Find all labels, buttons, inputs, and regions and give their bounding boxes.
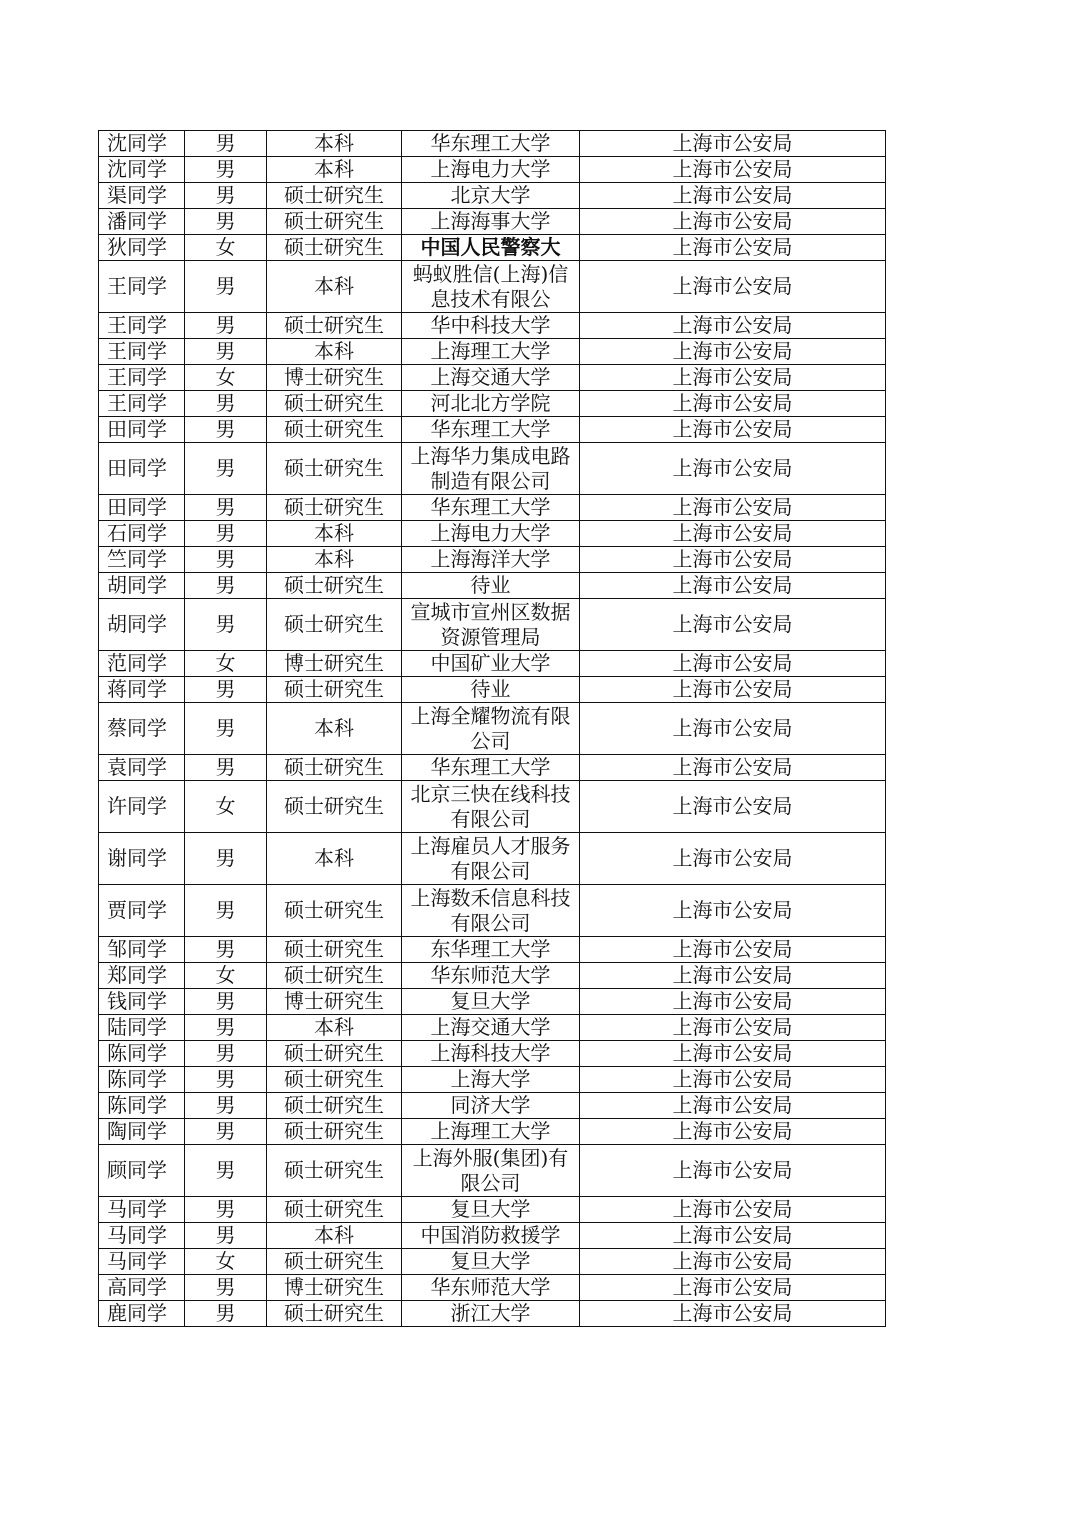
degree-cell: 硕士研究生 [267, 1093, 402, 1119]
name-cell: 许同学 [99, 781, 185, 833]
organization-cell: 待业 [402, 573, 580, 599]
employer-unit-cell: 上海市公安局 [580, 1067, 886, 1093]
table-row [99, 937, 886, 963]
name-cell: 蒋同学 [99, 677, 185, 703]
organization-cell: 上海科技大学 [402, 1041, 580, 1067]
employer-unit-cell: 上海市公安局 [580, 547, 886, 573]
table-row [99, 365, 886, 391]
table-row [99, 781, 886, 833]
name-cell: 范同学 [99, 651, 185, 677]
table-row [99, 339, 886, 365]
table-row [99, 443, 886, 495]
gender-cell: 男 [185, 885, 267, 937]
degree-cell: 硕士研究生 [267, 443, 402, 495]
employer-unit-cell: 上海市公安局 [580, 1145, 886, 1197]
organization-cell: 华东师范大学 [402, 1275, 580, 1301]
name-cell: 潘同学 [99, 209, 185, 235]
name-cell: 高同学 [99, 1275, 185, 1301]
organization-cell: 上海交通大学 [402, 365, 580, 391]
table-row [99, 209, 886, 235]
degree-cell: 硕士研究生 [267, 677, 402, 703]
degree-cell: 博士研究生 [267, 651, 402, 677]
organization-cell: 上海海事大学 [402, 209, 580, 235]
name-cell: 胡同学 [99, 573, 185, 599]
gender-cell: 男 [185, 1093, 267, 1119]
organization-cell: 北京大学 [402, 183, 580, 209]
organization-cell: 上海数禾信息科技有限公司 [402, 885, 580, 937]
degree-cell: 硕士研究生 [267, 963, 402, 989]
name-cell: 沈同学 [99, 157, 185, 183]
table-row [99, 1067, 886, 1093]
organization-cell: 上海大学 [402, 1067, 580, 1093]
gender-cell: 男 [185, 391, 267, 417]
degree-cell: 硕士研究生 [267, 209, 402, 235]
employer-unit-cell: 上海市公安局 [580, 261, 886, 313]
degree-cell: 硕士研究生 [267, 781, 402, 833]
degree-cell: 本科 [267, 1015, 402, 1041]
table-row [99, 495, 886, 521]
table-row [99, 157, 886, 183]
organization-cell: 上海海洋大学 [402, 547, 580, 573]
employer-unit-cell: 上海市公安局 [580, 521, 886, 547]
name-cell: 郑同学 [99, 963, 185, 989]
employer-unit-cell: 上海市公安局 [580, 209, 886, 235]
gender-cell: 男 [185, 521, 267, 547]
table-row [99, 1015, 886, 1041]
organization-cell: 中国人民警察大 [402, 235, 580, 261]
name-cell: 陆同学 [99, 1015, 185, 1041]
organization-cell: 复旦大学 [402, 989, 580, 1015]
name-cell: 谢同学 [99, 833, 185, 885]
table-row [99, 1223, 886, 1249]
employer-unit-cell: 上海市公安局 [580, 755, 886, 781]
table-row [99, 677, 886, 703]
organization-cell: 上海外服(集团)有限公司 [402, 1145, 580, 1197]
organization-cell: 华东理工大学 [402, 755, 580, 781]
degree-cell: 本科 [267, 703, 402, 755]
degree-cell: 硕士研究生 [267, 573, 402, 599]
gender-cell: 男 [185, 1145, 267, 1197]
degree-cell: 硕士研究生 [267, 313, 402, 339]
organization-cell: 上海交通大学 [402, 1015, 580, 1041]
employer-unit-cell: 上海市公安局 [580, 677, 886, 703]
name-cell: 田同学 [99, 443, 185, 495]
employer-unit-cell: 上海市公安局 [580, 365, 886, 391]
gender-cell: 男 [185, 937, 267, 963]
table-row [99, 417, 886, 443]
employer-unit-cell: 上海市公安局 [580, 417, 886, 443]
organization-cell: 待业 [402, 677, 580, 703]
organization-cell: 华中科技大学 [402, 313, 580, 339]
organization-cell: 上海理工大学 [402, 1119, 580, 1145]
degree-cell: 硕士研究生 [267, 183, 402, 209]
gender-cell: 女 [185, 365, 267, 391]
name-cell: 马同学 [99, 1249, 185, 1275]
gender-cell: 男 [185, 755, 267, 781]
gender-cell: 男 [185, 833, 267, 885]
organization-cell: 华东理工大学 [402, 131, 580, 157]
organization-cell: 同济大学 [402, 1093, 580, 1119]
gender-cell: 男 [185, 1275, 267, 1301]
degree-cell: 本科 [267, 1223, 402, 1249]
name-cell: 顾同学 [99, 1145, 185, 1197]
name-cell: 贾同学 [99, 885, 185, 937]
employer-unit-cell: 上海市公安局 [580, 131, 886, 157]
degree-cell: 硕士研究生 [267, 1197, 402, 1223]
employer-unit-cell: 上海市公安局 [580, 1223, 886, 1249]
name-cell: 渠同学 [99, 183, 185, 209]
roster-body [99, 131, 886, 1327]
gender-cell: 男 [185, 209, 267, 235]
table-row [99, 1197, 886, 1223]
name-cell: 田同学 [99, 417, 185, 443]
gender-cell: 男 [185, 495, 267, 521]
name-cell: 蔡同学 [99, 703, 185, 755]
table-row [99, 313, 886, 339]
gender-cell: 男 [185, 547, 267, 573]
degree-cell: 本科 [267, 261, 402, 313]
gender-cell: 男 [185, 417, 267, 443]
employer-unit-cell: 上海市公安局 [580, 1041, 886, 1067]
gender-cell: 男 [185, 989, 267, 1015]
organization-cell: 浙江大学 [402, 1301, 580, 1327]
table-row [99, 1249, 886, 1275]
name-cell: 狄同学 [99, 235, 185, 261]
table-row [99, 573, 886, 599]
name-cell: 竺同学 [99, 547, 185, 573]
employer-unit-cell: 上海市公安局 [580, 573, 886, 599]
gender-cell: 男 [185, 443, 267, 495]
organization-cell: 上海全耀物流有限公司 [402, 703, 580, 755]
degree-cell: 硕士研究生 [267, 495, 402, 521]
degree-cell: 本科 [267, 339, 402, 365]
gender-cell: 男 [185, 703, 267, 755]
organization-cell: 中国矿业大学 [402, 651, 580, 677]
organization-cell: 上海电力大学 [402, 521, 580, 547]
gender-cell: 男 [185, 131, 267, 157]
employer-unit-cell: 上海市公安局 [580, 443, 886, 495]
gender-cell: 男 [185, 183, 267, 209]
table-row [99, 235, 886, 261]
employer-unit-cell: 上海市公安局 [580, 1119, 886, 1145]
gender-cell: 女 [185, 651, 267, 677]
employer-unit-cell: 上海市公安局 [580, 235, 886, 261]
table-row [99, 521, 886, 547]
employer-unit-cell: 上海市公安局 [580, 599, 886, 651]
name-cell: 王同学 [99, 313, 185, 339]
employer-unit-cell: 上海市公安局 [580, 313, 886, 339]
name-cell: 鹿同学 [99, 1301, 185, 1327]
name-cell: 陶同学 [99, 1119, 185, 1145]
name-cell: 袁同学 [99, 755, 185, 781]
organization-cell: 华东理工大学 [402, 495, 580, 521]
degree-cell: 硕士研究生 [267, 417, 402, 443]
degree-cell: 硕士研究生 [267, 1119, 402, 1145]
degree-cell: 硕士研究生 [267, 235, 402, 261]
table-row [99, 1275, 886, 1301]
employer-unit-cell: 上海市公安局 [580, 937, 886, 963]
gender-cell: 女 [185, 781, 267, 833]
employer-unit-cell: 上海市公安局 [580, 183, 886, 209]
table-row [99, 885, 886, 937]
organization-cell: 河北北方学院 [402, 391, 580, 417]
degree-cell: 博士研究生 [267, 365, 402, 391]
gender-cell: 男 [185, 1197, 267, 1223]
name-cell: 沈同学 [99, 131, 185, 157]
gender-cell: 男 [185, 573, 267, 599]
employer-unit-cell: 上海市公安局 [580, 885, 886, 937]
name-cell: 王同学 [99, 391, 185, 417]
employer-unit-cell: 上海市公安局 [580, 157, 886, 183]
employer-unit-cell: 上海市公安局 [580, 1275, 886, 1301]
organization-cell: 中国消防救援学 [402, 1223, 580, 1249]
organization-cell: 上海雇员人才服务有限公司 [402, 833, 580, 885]
name-cell: 陈同学 [99, 1093, 185, 1119]
table-row [99, 755, 886, 781]
name-cell: 马同学 [99, 1223, 185, 1249]
gender-cell: 男 [185, 1301, 267, 1327]
table-row [99, 1301, 886, 1327]
employer-unit-cell: 上海市公安局 [580, 495, 886, 521]
name-cell: 王同学 [99, 365, 185, 391]
organization-cell: 华东师范大学 [402, 963, 580, 989]
name-cell: 王同学 [99, 339, 185, 365]
gender-cell: 男 [185, 1119, 267, 1145]
gender-cell: 男 [185, 1041, 267, 1067]
name-cell: 钱同学 [99, 989, 185, 1015]
degree-cell: 硕士研究生 [267, 937, 402, 963]
degree-cell: 硕士研究生 [267, 1249, 402, 1275]
table-row [99, 963, 886, 989]
employer-unit-cell: 上海市公安局 [580, 1197, 886, 1223]
employer-unit-cell: 上海市公安局 [580, 963, 886, 989]
degree-cell: 博士研究生 [267, 989, 402, 1015]
table-row [99, 391, 886, 417]
table-row [99, 547, 886, 573]
degree-cell: 本科 [267, 131, 402, 157]
degree-cell: 硕士研究生 [267, 885, 402, 937]
employer-unit-cell: 上海市公安局 [580, 1301, 886, 1327]
table-row [99, 703, 886, 755]
degree-cell: 博士研究生 [267, 1275, 402, 1301]
gender-cell: 女 [185, 963, 267, 989]
employer-unit-cell: 上海市公安局 [580, 651, 886, 677]
employer-unit-cell: 上海市公安局 [580, 339, 886, 365]
table-row [99, 599, 886, 651]
gender-cell: 男 [185, 313, 267, 339]
gender-cell: 男 [185, 1223, 267, 1249]
organization-cell: 复旦大学 [402, 1197, 580, 1223]
organization-cell: 蚂蚁胜信(上海)信息技术有限公 [402, 261, 580, 313]
gender-cell: 男 [185, 1015, 267, 1041]
table-row [99, 261, 886, 313]
organization-cell: 复旦大学 [402, 1249, 580, 1275]
table-row [99, 183, 886, 209]
table-row [99, 989, 886, 1015]
organization-cell: 上海理工大学 [402, 339, 580, 365]
gender-cell: 女 [185, 1249, 267, 1275]
name-cell: 胡同学 [99, 599, 185, 651]
employer-unit-cell: 上海市公安局 [580, 703, 886, 755]
name-cell: 陈同学 [99, 1067, 185, 1093]
employer-unit-cell: 上海市公安局 [580, 1015, 886, 1041]
degree-cell: 本科 [267, 547, 402, 573]
gender-cell: 男 [185, 599, 267, 651]
table-row [99, 1041, 886, 1067]
organization-cell: 宣城市宣州区数据资源管理局 [402, 599, 580, 651]
degree-cell: 本科 [267, 833, 402, 885]
organization-cell: 上海华力集成电路制造有限公司 [402, 443, 580, 495]
table-row [99, 1119, 886, 1145]
gender-cell: 女 [185, 235, 267, 261]
name-cell: 石同学 [99, 521, 185, 547]
table-row [99, 833, 886, 885]
employer-unit-cell: 上海市公安局 [580, 1249, 886, 1275]
roster-table [98, 130, 886, 1327]
gender-cell: 男 [185, 261, 267, 313]
organization-cell: 华东理工大学 [402, 417, 580, 443]
employer-unit-cell: 上海市公安局 [580, 1093, 886, 1119]
gender-cell: 男 [185, 1067, 267, 1093]
table-row [99, 131, 886, 157]
gender-cell: 男 [185, 339, 267, 365]
degree-cell: 硕士研究生 [267, 755, 402, 781]
degree-cell: 本科 [267, 521, 402, 547]
organization-cell: 北京三快在线科技有限公司 [402, 781, 580, 833]
name-cell: 陈同学 [99, 1041, 185, 1067]
table-row [99, 651, 886, 677]
name-cell: 王同学 [99, 261, 185, 313]
degree-cell: 硕士研究生 [267, 1145, 402, 1197]
degree-cell: 硕士研究生 [267, 1041, 402, 1067]
table-row [99, 1145, 886, 1197]
employer-unit-cell: 上海市公安局 [580, 989, 886, 1015]
name-cell: 邹同学 [99, 937, 185, 963]
degree-cell: 硕士研究生 [267, 599, 402, 651]
gender-cell: 男 [185, 157, 267, 183]
name-cell: 田同学 [99, 495, 185, 521]
employer-unit-cell: 上海市公安局 [580, 391, 886, 417]
table-row [99, 1093, 886, 1119]
degree-cell: 本科 [267, 157, 402, 183]
organization-cell: 东华理工大学 [402, 937, 580, 963]
degree-cell: 硕士研究生 [267, 1067, 402, 1093]
employer-unit-cell: 上海市公安局 [580, 781, 886, 833]
degree-cell: 硕士研究生 [267, 391, 402, 417]
gender-cell: 男 [185, 677, 267, 703]
name-cell: 马同学 [99, 1197, 185, 1223]
employer-unit-cell: 上海市公安局 [580, 833, 886, 885]
degree-cell: 硕士研究生 [267, 1301, 402, 1327]
organization-cell: 上海电力大学 [402, 157, 580, 183]
